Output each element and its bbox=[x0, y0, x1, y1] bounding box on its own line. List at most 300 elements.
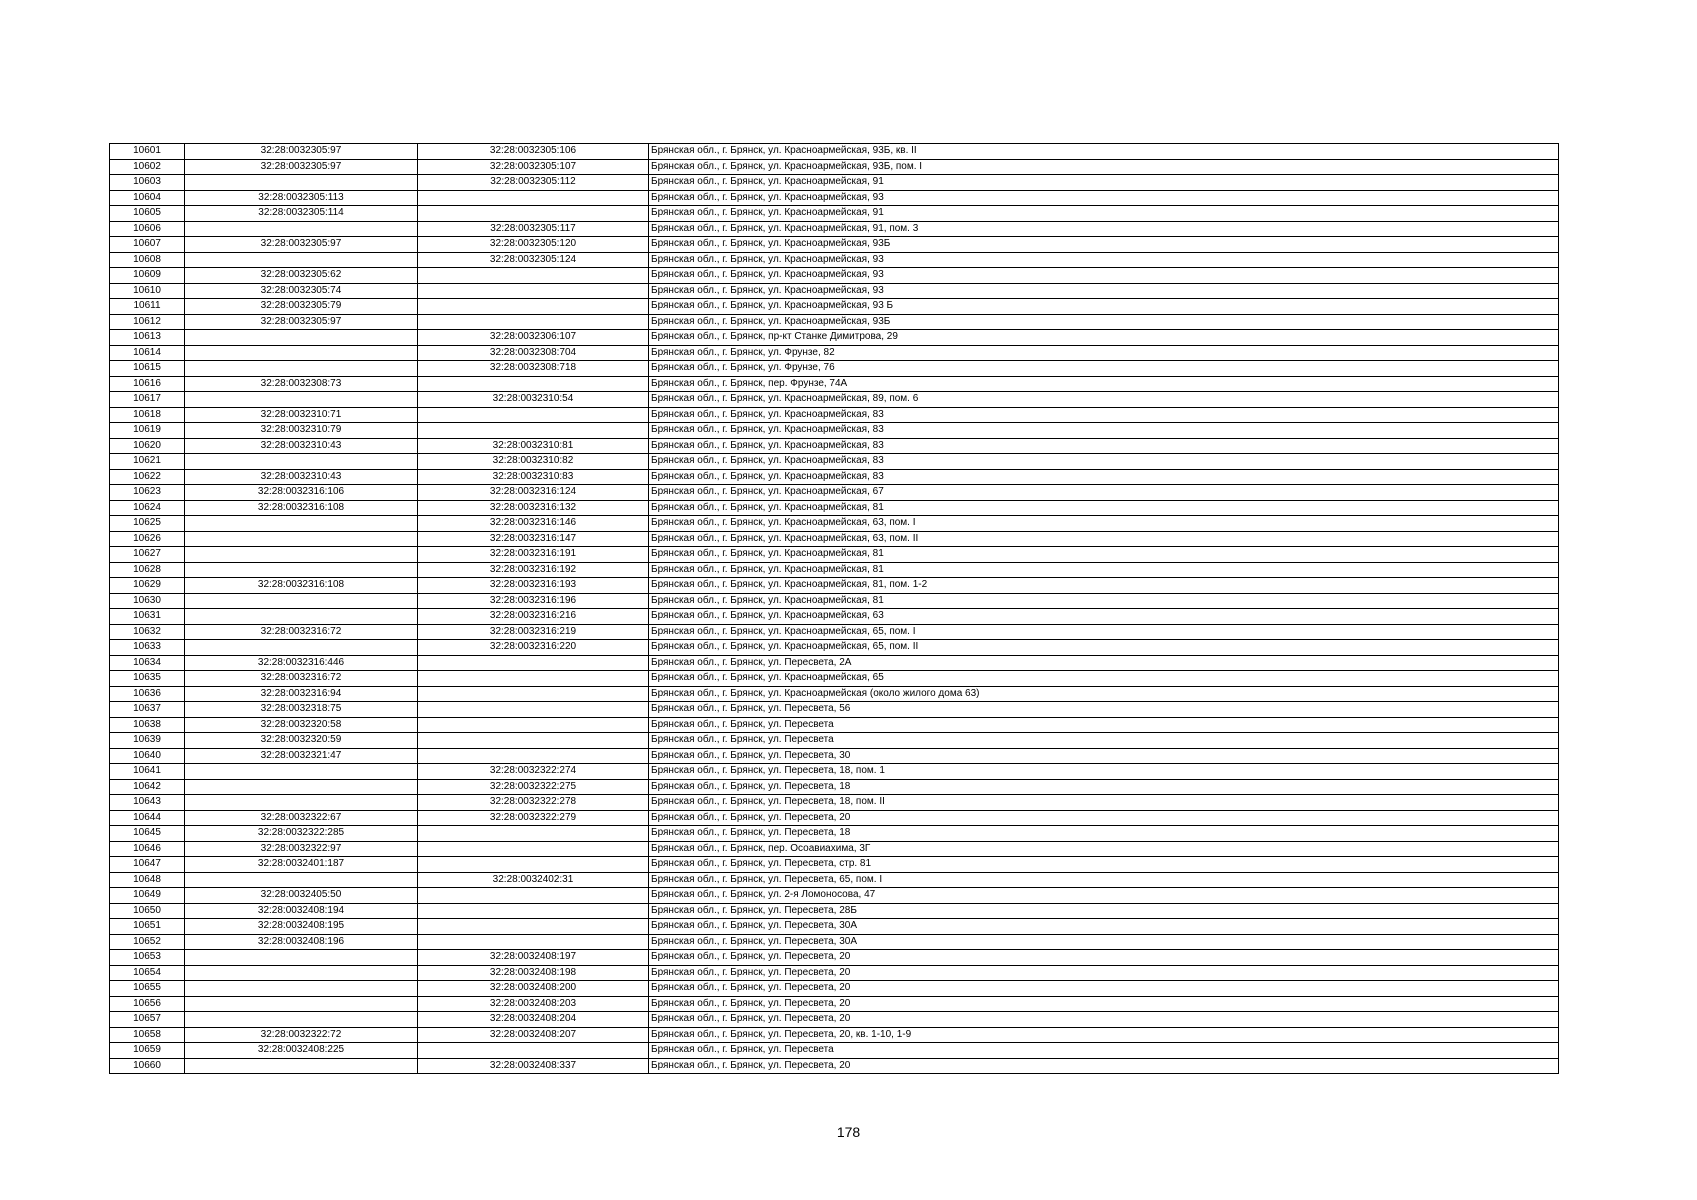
related-cadastral-number-cell: 32:28:0032408:203 bbox=[418, 996, 649, 1012]
related-cadastral-number-cell bbox=[418, 423, 649, 439]
address-cell: Брянская обл., г. Брянск, ул. Красноармейская, 81 bbox=[649, 562, 1559, 578]
related-cadastral-number-cell: 32:28:0032408:197 bbox=[418, 950, 649, 966]
table-row bbox=[110, 500, 1559, 516]
address-cell: Брянская обл., г. Брянск, ул. Красноармейская, 93Б, кв. II bbox=[649, 144, 1559, 160]
address-cell: Брянская обл., г. Брянск, ул. Пересвета, 30А bbox=[649, 934, 1559, 950]
address-cell: Брянская обл., г. Брянск, ул. Красноармейская, 83 bbox=[649, 423, 1559, 439]
related-cadastral-number-cell bbox=[418, 655, 649, 671]
related-cadastral-number-cell: 32:28:0032310:54 bbox=[418, 392, 649, 408]
table-row bbox=[110, 562, 1559, 578]
cadastral-number-cell: 32:28:0032305:97 bbox=[185, 159, 418, 175]
cadastral-number-cell bbox=[185, 1058, 418, 1074]
address-cell: Брянская обл., г. Брянск, ул. Красноармейская, 89, пом. 6 bbox=[649, 392, 1559, 408]
related-cadastral-number-cell: 32:28:0032310:83 bbox=[418, 469, 649, 485]
cadastral-number-cell: 32:28:0032321:47 bbox=[185, 748, 418, 764]
page-number: 178 bbox=[836, 1124, 861, 1140]
cadastral-number-cell: 32:28:0032316:72 bbox=[185, 624, 418, 640]
table-row bbox=[110, 686, 1559, 702]
table-row bbox=[110, 469, 1559, 485]
cadastral-number-cell bbox=[185, 950, 418, 966]
row-number-cell: 10660 bbox=[110, 1058, 185, 1074]
cadastral-number-cell bbox=[185, 640, 418, 656]
table-row bbox=[110, 144, 1559, 160]
row-number-cell: 10601 bbox=[110, 144, 185, 160]
address-cell: Брянская обл., г. Брянск, ул. Красноармейская, 63, пом. I bbox=[649, 516, 1559, 532]
address-cell: Брянская обл., г. Брянск, ул. 2-я Ломоносова, 47 bbox=[649, 888, 1559, 904]
related-cadastral-number-cell: 32:28:0032316:193 bbox=[418, 578, 649, 594]
related-cadastral-number-cell: 32:28:0032305:120 bbox=[418, 237, 649, 253]
row-number-cell: 10632 bbox=[110, 624, 185, 640]
row-number-cell: 10651 bbox=[110, 919, 185, 935]
related-cadastral-number-cell bbox=[418, 888, 649, 904]
related-cadastral-number-cell bbox=[418, 748, 649, 764]
address-cell: Брянская обл., г. Брянск, ул. Пересвета, 20 bbox=[649, 950, 1559, 966]
related-cadastral-number-cell: 32:28:0032322:279 bbox=[418, 810, 649, 826]
related-cadastral-number-cell bbox=[418, 934, 649, 950]
table-row bbox=[110, 857, 1559, 873]
cadastral-number-cell: 32:28:0032320:59 bbox=[185, 733, 418, 749]
row-number-cell: 10621 bbox=[110, 454, 185, 470]
related-cadastral-number-cell: 32:28:0032316:220 bbox=[418, 640, 649, 656]
table-row bbox=[110, 593, 1559, 609]
cadastral-number-cell: 32:28:0032320:58 bbox=[185, 717, 418, 733]
row-number-cell: 10658 bbox=[110, 1027, 185, 1043]
table-row bbox=[110, 516, 1559, 532]
table-row bbox=[110, 206, 1559, 222]
cadastral-number-cell: 32:28:0032316:446 bbox=[185, 655, 418, 671]
cadastral-number-cell: 32:28:0032316:108 bbox=[185, 578, 418, 594]
table-row bbox=[110, 345, 1559, 361]
row-number-cell: 10637 bbox=[110, 702, 185, 718]
related-cadastral-number-cell: 32:28:0032305:112 bbox=[418, 175, 649, 191]
row-number-cell: 10604 bbox=[110, 190, 185, 206]
cadastral-number-cell bbox=[185, 779, 418, 795]
address-cell: Брянская обл., г. Брянск, пер. Осоавиахима, 3Г bbox=[649, 841, 1559, 857]
cadastral-number-cell: 32:28:0032408:196 bbox=[185, 934, 418, 950]
table-row bbox=[110, 330, 1559, 346]
cadastral-number-cell: 32:28:0032322:67 bbox=[185, 810, 418, 826]
row-number-cell: 10636 bbox=[110, 686, 185, 702]
address-cell: Брянская обл., г. Брянск, ул. Пересвета, 18, пом. 1 bbox=[649, 764, 1559, 780]
row-number-cell: 10612 bbox=[110, 314, 185, 330]
table-row bbox=[110, 438, 1559, 454]
row-number-cell: 10645 bbox=[110, 826, 185, 842]
cadastral-number-cell bbox=[185, 392, 418, 408]
related-cadastral-number-cell: 32:28:0032322:278 bbox=[418, 795, 649, 811]
cadastral-number-cell: 32:28:0032305:97 bbox=[185, 237, 418, 253]
table-row bbox=[110, 981, 1559, 997]
related-cadastral-number-cell: 32:28:0032408:207 bbox=[418, 1027, 649, 1043]
cadastral-number-cell: 32:28:0032408:195 bbox=[185, 919, 418, 935]
cadastral-number-cell bbox=[185, 609, 418, 625]
row-number-cell: 10654 bbox=[110, 965, 185, 981]
row-number-cell: 10653 bbox=[110, 950, 185, 966]
table-row bbox=[110, 624, 1559, 640]
address-cell: Брянская обл., г. Брянск, ул. Пересвета, 18 bbox=[649, 779, 1559, 795]
related-cadastral-number-cell bbox=[418, 903, 649, 919]
cadastral-number-cell bbox=[185, 593, 418, 609]
row-number-cell: 10619 bbox=[110, 423, 185, 439]
row-number-cell: 10643 bbox=[110, 795, 185, 811]
address-cell: Брянская обл., г. Брянск, ул. Красноармейская, 93 bbox=[649, 190, 1559, 206]
cadastral-number-cell: 32:28:0032405:50 bbox=[185, 888, 418, 904]
cadastral-number-cell: 32:28:0032305:97 bbox=[185, 314, 418, 330]
address-cell: Брянская обл., г. Брянск, ул. Пересвета, стр. 81 bbox=[649, 857, 1559, 873]
related-cadastral-number-cell: 32:28:0032316:219 bbox=[418, 624, 649, 640]
cadastral-number-cell bbox=[185, 531, 418, 547]
address-cell: Брянская обл., г. Брянск, ул. Пересвета, 65, пом. I bbox=[649, 872, 1559, 888]
address-cell: Брянская обл., г. Брянск, ул. Пересвета, 20 bbox=[649, 981, 1559, 997]
address-cell: Брянская обл., г. Брянск, ул. Красноармейская, 93 bbox=[649, 252, 1559, 268]
row-number-cell: 10659 bbox=[110, 1043, 185, 1059]
related-cadastral-number-cell bbox=[418, 407, 649, 423]
cadastral-number-cell: 32:28:0032316:72 bbox=[185, 671, 418, 687]
row-number-cell: 10607 bbox=[110, 237, 185, 253]
related-cadastral-number-cell: 32:28:0032310:81 bbox=[418, 438, 649, 454]
address-cell: Брянская обл., г. Брянск, ул. Пересвета, 30А bbox=[649, 919, 1559, 935]
row-number-cell: 10650 bbox=[110, 903, 185, 919]
address-cell: Брянская обл., г. Брянск, ул. Красноармейская, 63 bbox=[649, 609, 1559, 625]
table-row bbox=[110, 779, 1559, 795]
cadastral-number-cell bbox=[185, 252, 418, 268]
cadastral-number-cell: 32:28:0032310:71 bbox=[185, 407, 418, 423]
cadastral-number-cell bbox=[185, 221, 418, 237]
table-row bbox=[110, 283, 1559, 299]
table-row bbox=[110, 485, 1559, 501]
related-cadastral-number-cell bbox=[418, 299, 649, 315]
table-row bbox=[110, 159, 1559, 175]
table-row bbox=[110, 733, 1559, 749]
address-cell: Брянская обл., г. Брянск, ул. Пересвета bbox=[649, 717, 1559, 733]
table-row bbox=[110, 268, 1559, 284]
address-cell: Брянская обл., г. Брянск, ул. Красноармейская, 93 bbox=[649, 268, 1559, 284]
cadastral-number-cell bbox=[185, 965, 418, 981]
cadastral-number-cell: 32:28:0032308:73 bbox=[185, 376, 418, 392]
cadastral-number-cell bbox=[185, 516, 418, 532]
related-cadastral-number-cell: 32:28:0032308:718 bbox=[418, 361, 649, 377]
cadastral-number-cell: 32:28:0032305:79 bbox=[185, 299, 418, 315]
related-cadastral-number-cell: 32:28:0032305:106 bbox=[418, 144, 649, 160]
related-cadastral-number-cell: 32:28:0032308:704 bbox=[418, 345, 649, 361]
registry-table bbox=[109, 143, 1559, 1074]
address-cell: Брянская обл., г. Брянск, ул. Пересвета, 20 bbox=[649, 965, 1559, 981]
related-cadastral-number-cell: 32:28:0032316:147 bbox=[418, 531, 649, 547]
related-cadastral-number-cell: 32:28:0032408:198 bbox=[418, 965, 649, 981]
registry-table-body bbox=[110, 144, 1559, 1074]
table-row bbox=[110, 764, 1559, 780]
table-row bbox=[110, 671, 1559, 687]
cadastral-number-cell bbox=[185, 454, 418, 470]
cadastral-number-cell bbox=[185, 361, 418, 377]
address-cell: Брянская обл., г. Брянск, ул. Красноармейская, 81 bbox=[649, 547, 1559, 563]
address-cell: Брянская обл., г. Брянск, ул. Красноармейская, 83 bbox=[649, 454, 1559, 470]
address-cell: Брянская обл., г. Брянск, ул. Пересвета, 20 bbox=[649, 1012, 1559, 1028]
related-cadastral-number-cell bbox=[418, 190, 649, 206]
table-row bbox=[110, 376, 1559, 392]
cadastral-number-cell: 32:28:0032401:187 bbox=[185, 857, 418, 873]
table-row bbox=[110, 655, 1559, 671]
row-number-cell: 10634 bbox=[110, 655, 185, 671]
row-number-cell: 10646 bbox=[110, 841, 185, 857]
cadastral-number-cell: 32:28:0032310:79 bbox=[185, 423, 418, 439]
cadastral-number-cell bbox=[185, 996, 418, 1012]
address-cell: Брянская обл., г. Брянск, ул. Красноармейская (около жилого дома 63) bbox=[649, 686, 1559, 702]
table-row bbox=[110, 609, 1559, 625]
related-cadastral-number-cell: 32:28:0032322:275 bbox=[418, 779, 649, 795]
table-row bbox=[110, 1058, 1559, 1074]
address-cell: Брянская обл., г. Брянск, ул. Фрунзе, 76 bbox=[649, 361, 1559, 377]
cadastral-number-cell bbox=[185, 562, 418, 578]
address-cell: Брянская обл., г. Брянск, ул. Фрунзе, 82 bbox=[649, 345, 1559, 361]
related-cadastral-number-cell bbox=[418, 702, 649, 718]
table-row bbox=[110, 531, 1559, 547]
cadastral-number-cell: 32:28:0032316:108 bbox=[185, 500, 418, 516]
address-cell: Брянская обл., г. Брянск, ул. Пересвета, 20, кв. 1-10, 1-9 bbox=[649, 1027, 1559, 1043]
cadastral-number-cell: 32:28:0032310:43 bbox=[185, 438, 418, 454]
table-row bbox=[110, 640, 1559, 656]
row-number-cell: 10635 bbox=[110, 671, 185, 687]
related-cadastral-number-cell: 32:28:0032316:146 bbox=[418, 516, 649, 532]
row-number-cell: 10627 bbox=[110, 547, 185, 563]
table-row bbox=[110, 237, 1559, 253]
address-cell: Брянская обл., г. Брянск, ул. Красноармейская, 93Б, пом. I bbox=[649, 159, 1559, 175]
cadastral-number-cell bbox=[185, 795, 418, 811]
address-cell: Брянская обл., г. Брянск, ул. Красноармейская, 93Б bbox=[649, 314, 1559, 330]
related-cadastral-number-cell bbox=[418, 206, 649, 222]
table-row bbox=[110, 392, 1559, 408]
related-cadastral-number-cell: 32:28:0032305:124 bbox=[418, 252, 649, 268]
row-number-cell: 10640 bbox=[110, 748, 185, 764]
cadastral-number-cell: 32:28:0032305:97 bbox=[185, 144, 418, 160]
address-cell: Брянская обл., г. Брянск, ул. Пересвета, 20 bbox=[649, 1058, 1559, 1074]
row-number-cell: 10625 bbox=[110, 516, 185, 532]
row-number-cell: 10610 bbox=[110, 283, 185, 299]
cadastral-number-cell: 32:28:0032322:97 bbox=[185, 841, 418, 857]
related-cadastral-number-cell: 32:28:0032408:337 bbox=[418, 1058, 649, 1074]
address-cell: Брянская обл., г. Брянск, ул. Красноармейская, 67 bbox=[649, 485, 1559, 501]
related-cadastral-number-cell bbox=[418, 686, 649, 702]
table-row bbox=[110, 407, 1559, 423]
row-number-cell: 10657 bbox=[110, 1012, 185, 1028]
row-number-cell: 10622 bbox=[110, 469, 185, 485]
table-row bbox=[110, 578, 1559, 594]
related-cadastral-number-cell: 32:28:0032316:216 bbox=[418, 609, 649, 625]
address-cell: Брянская обл., г. Брянск, ул. Красноармейская, 91, пом. 3 bbox=[649, 221, 1559, 237]
address-cell: Брянская обл., г. Брянск, ул. Красноармейская, 81 bbox=[649, 500, 1559, 516]
cadastral-number-cell: 32:28:0032318:75 bbox=[185, 702, 418, 718]
related-cadastral-number-cell: 32:28:0032316:196 bbox=[418, 593, 649, 609]
cadastral-number-cell: 32:28:0032305:74 bbox=[185, 283, 418, 299]
related-cadastral-number-cell bbox=[418, 1043, 649, 1059]
row-number-cell: 10629 bbox=[110, 578, 185, 594]
cadastral-number-cell: 32:28:0032305:113 bbox=[185, 190, 418, 206]
address-cell: Брянская обл., г. Брянск, ул. Красноармейская, 93 Б bbox=[649, 299, 1559, 315]
address-cell: Брянская обл., г. Брянск, ул. Красноармейская, 65, пом. I bbox=[649, 624, 1559, 640]
address-cell: Брянская обл., г. Брянск, ул. Красноармейская, 91 bbox=[649, 175, 1559, 191]
row-number-cell: 10616 bbox=[110, 376, 185, 392]
table-row bbox=[110, 841, 1559, 857]
cadastral-number-cell: 32:28:0032305:62 bbox=[185, 268, 418, 284]
address-cell: Брянская обл., г. Брянск, ул. Красноармейская, 83 bbox=[649, 407, 1559, 423]
table-row bbox=[110, 299, 1559, 315]
related-cadastral-number-cell: 32:28:0032316:132 bbox=[418, 500, 649, 516]
row-number-cell: 10631 bbox=[110, 609, 185, 625]
row-number-cell: 10628 bbox=[110, 562, 185, 578]
table-row bbox=[110, 888, 1559, 904]
related-cadastral-number-cell bbox=[418, 717, 649, 733]
row-number-cell: 10652 bbox=[110, 934, 185, 950]
row-number-cell: 10656 bbox=[110, 996, 185, 1012]
table-row bbox=[110, 361, 1559, 377]
row-number-cell: 10609 bbox=[110, 268, 185, 284]
related-cadastral-number-cell bbox=[418, 857, 649, 873]
cadastral-number-cell bbox=[185, 981, 418, 997]
row-number-cell: 10602 bbox=[110, 159, 185, 175]
related-cadastral-number-cell bbox=[418, 841, 649, 857]
related-cadastral-number-cell bbox=[418, 283, 649, 299]
related-cadastral-number-cell: 32:28:0032305:107 bbox=[418, 159, 649, 175]
related-cadastral-number-cell bbox=[418, 919, 649, 935]
related-cadastral-number-cell bbox=[418, 671, 649, 687]
cadastral-number-cell: 32:28:0032316:94 bbox=[185, 686, 418, 702]
related-cadastral-number-cell: 32:28:0032316:192 bbox=[418, 562, 649, 578]
row-number-cell: 10613 bbox=[110, 330, 185, 346]
table-row bbox=[110, 547, 1559, 563]
row-number-cell: 10649 bbox=[110, 888, 185, 904]
address-cell: Брянская обл., г. Брянск, ул. Красноармейская, 93 bbox=[649, 283, 1559, 299]
table-row bbox=[110, 810, 1559, 826]
cadastral-number-cell bbox=[185, 872, 418, 888]
row-number-cell: 10638 bbox=[110, 717, 185, 733]
table-row bbox=[110, 950, 1559, 966]
address-cell: Брянская обл., г. Брянск, ул. Красноармейская, 65 bbox=[649, 671, 1559, 687]
table-row bbox=[110, 314, 1559, 330]
address-cell: Брянская обл., г. Брянск, ул. Пересвета bbox=[649, 1043, 1559, 1059]
address-cell: Брянская обл., г. Брянск, ул. Пересвета, 30 bbox=[649, 748, 1559, 764]
related-cadastral-number-cell: 32:28:0032316:191 bbox=[418, 547, 649, 563]
cadastral-number-cell bbox=[185, 1012, 418, 1028]
table-row bbox=[110, 748, 1559, 764]
related-cadastral-number-cell bbox=[418, 268, 649, 284]
address-cell: Брянская обл., г. Брянск, ул. Красноармейская, 83 bbox=[649, 438, 1559, 454]
row-number-cell: 10644 bbox=[110, 810, 185, 826]
row-number-cell: 10611 bbox=[110, 299, 185, 315]
row-number-cell: 10648 bbox=[110, 872, 185, 888]
table-row bbox=[110, 919, 1559, 935]
cadastral-number-cell bbox=[185, 330, 418, 346]
address-cell: Брянская обл., г. Брянск, пр-кт Станке Димитрова, 29 bbox=[649, 330, 1559, 346]
row-number-cell: 10624 bbox=[110, 500, 185, 516]
table-row bbox=[110, 934, 1559, 950]
address-cell: Брянская обл., г. Брянск, ул. Красноармейская, 93Б bbox=[649, 237, 1559, 253]
address-cell: Брянская обл., г. Брянск, ул. Пересвета, 20 bbox=[649, 810, 1559, 826]
cadastral-number-cell: 32:28:0032310:43 bbox=[185, 469, 418, 485]
row-number-cell: 10603 bbox=[110, 175, 185, 191]
table-row bbox=[110, 903, 1559, 919]
row-number-cell: 10641 bbox=[110, 764, 185, 780]
address-cell: Брянская обл., г. Брянск, ул. Пересвета, 18 bbox=[649, 826, 1559, 842]
cadastral-number-cell bbox=[185, 345, 418, 361]
related-cadastral-number-cell bbox=[418, 376, 649, 392]
address-cell: Брянская обл., г. Брянск, ул. Красноармейская, 83 bbox=[649, 469, 1559, 485]
address-cell: Брянская обл., г. Брянск, ул. Красноармейская, 81, пом. 1-2 bbox=[649, 578, 1559, 594]
address-cell: Брянская обл., г. Брянск, ул. Красноармейская, 91 bbox=[649, 206, 1559, 222]
row-number-cell: 10630 bbox=[110, 593, 185, 609]
related-cadastral-number-cell bbox=[418, 314, 649, 330]
row-number-cell: 10633 bbox=[110, 640, 185, 656]
row-number-cell: 10617 bbox=[110, 392, 185, 408]
row-number-cell: 10615 bbox=[110, 361, 185, 377]
related-cadastral-number-cell: 32:28:0032306:107 bbox=[418, 330, 649, 346]
related-cadastral-number-cell: 32:28:0032408:204 bbox=[418, 1012, 649, 1028]
row-number-cell: 10642 bbox=[110, 779, 185, 795]
address-cell: Брянская обл., г. Брянск, ул. Пересвета, 18, пом. II bbox=[649, 795, 1559, 811]
related-cadastral-number-cell bbox=[418, 733, 649, 749]
row-number-cell: 10620 bbox=[110, 438, 185, 454]
cadastral-number-cell: 32:28:0032408:194 bbox=[185, 903, 418, 919]
cadastral-number-cell bbox=[185, 175, 418, 191]
related-cadastral-number-cell: 32:28:0032310:82 bbox=[418, 454, 649, 470]
cadastral-number-cell: 32:28:0032322:72 bbox=[185, 1027, 418, 1043]
row-number-cell: 10614 bbox=[110, 345, 185, 361]
table-row bbox=[110, 190, 1559, 206]
address-cell: Брянская обл., г. Брянск, ул. Красноармейская, 81 bbox=[649, 593, 1559, 609]
address-cell: Брянская обл., г. Брянск, ул. Пересвета, 28Б bbox=[649, 903, 1559, 919]
row-number-cell: 10647 bbox=[110, 857, 185, 873]
table-row bbox=[110, 996, 1559, 1012]
related-cadastral-number-cell: 32:28:0032322:274 bbox=[418, 764, 649, 780]
related-cadastral-number-cell bbox=[418, 826, 649, 842]
row-number-cell: 10605 bbox=[110, 206, 185, 222]
table-row bbox=[110, 795, 1559, 811]
cadastral-number-cell bbox=[185, 764, 418, 780]
related-cadastral-number-cell: 32:28:0032316:124 bbox=[418, 485, 649, 501]
row-number-cell: 10639 bbox=[110, 733, 185, 749]
address-cell: Брянская обл., г. Брянск, ул. Пересвета, 20 bbox=[649, 996, 1559, 1012]
address-cell: Брянская обл., г. Брянск, ул. Пересвета, 2А bbox=[649, 655, 1559, 671]
table-row bbox=[110, 1027, 1559, 1043]
cadastral-number-cell: 32:28:0032322:285 bbox=[185, 826, 418, 842]
row-number-cell: 10606 bbox=[110, 221, 185, 237]
row-number-cell: 10626 bbox=[110, 531, 185, 547]
table-row bbox=[110, 423, 1559, 439]
related-cadastral-number-cell: 32:28:0032305:117 bbox=[418, 221, 649, 237]
address-cell: Брянская обл., г. Брянск, пер. Фрунзе, 74А bbox=[649, 376, 1559, 392]
related-cadastral-number-cell: 32:28:0032402:31 bbox=[418, 872, 649, 888]
table-row bbox=[110, 1012, 1559, 1028]
address-cell: Брянская обл., г. Брянск, ул. Красноармейская, 65, пом. II bbox=[649, 640, 1559, 656]
table-row bbox=[110, 1043, 1559, 1059]
address-cell: Брянская обл., г. Брянск, ул. Пересвета bbox=[649, 733, 1559, 749]
table-row bbox=[110, 717, 1559, 733]
row-number-cell: 10618 bbox=[110, 407, 185, 423]
cadastral-number-cell: 32:28:0032408:225 bbox=[185, 1043, 418, 1059]
table-row bbox=[110, 454, 1559, 470]
table-row bbox=[110, 221, 1559, 237]
row-number-cell: 10655 bbox=[110, 981, 185, 997]
row-number-cell: 10623 bbox=[110, 485, 185, 501]
table-row bbox=[110, 252, 1559, 268]
address-cell: Брянская обл., г. Брянск, ул. Пересвета, 56 bbox=[649, 702, 1559, 718]
row-number-cell: 10608 bbox=[110, 252, 185, 268]
table-row bbox=[110, 175, 1559, 191]
cadastral-number-cell: 32:28:0032305:114 bbox=[185, 206, 418, 222]
cadastral-number-cell bbox=[185, 547, 418, 563]
cadastral-number-cell: 32:28:0032316:106 bbox=[185, 485, 418, 501]
table-row bbox=[110, 965, 1559, 981]
table-row bbox=[110, 702, 1559, 718]
table-row bbox=[110, 826, 1559, 842]
